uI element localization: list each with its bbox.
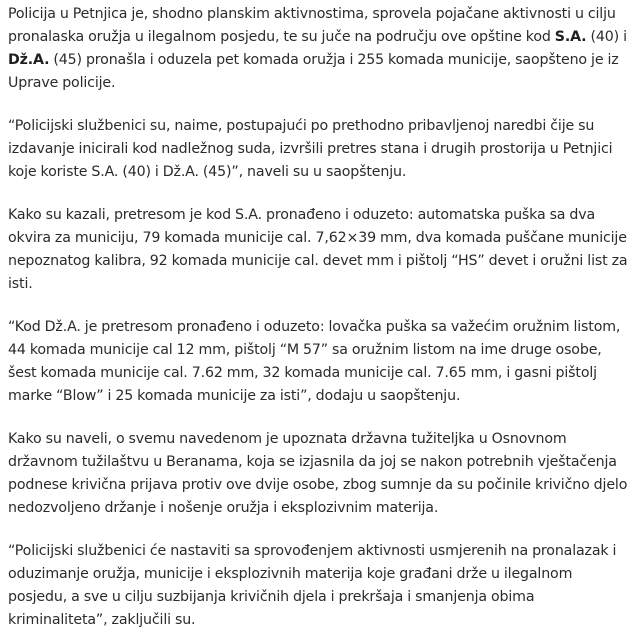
suspect-initials-sa: S.A. — [554, 29, 587, 45]
paragraph-sa-findings: Kako su kazali, pretresom je kod S.A. pronađeno i oduzeto: automatska puška sa dva okvira za municiju, 79 komada municije cal. 7,62×39 mm, dva komada puščane municije nepoznatog kalibra, 92 komada municije cal. devet mm i pištolj “HS” devet i oružni list za isti. — [8, 207, 628, 292]
suspect-initials-dza: Dž.A. — [8, 52, 50, 68]
paragraph-prosecutor: Kako su naveli, o svemu navedenom je upoznata državna tužiteljka u Osnovnom državnom tužilaštvu u Beranama, koja se izjasnila da joj se nakon potrebnih vještačenja podnese krivična prijava protiv ove dvije osobe, zbog sumnje da su počinile krivično djelo nedozvoljeno držanje i nošenje oružja i eksplozivnim materija. — [8, 431, 628, 516]
intro-text-start: Policija u Petnjica je, shodno planskim aktivnostima, sprovela pojačane aktivnosti u cilju pronalaska oružja u ilegalnom posjedu, te su juče na području ove opštine kod — [8, 6, 616, 45]
intro-text-middle: (40) i — [586, 29, 627, 45]
paragraph-intro — [8, 3, 634, 95]
intro-text-end: (45) pronašla i oduzela pet komada oružja i 255 komada municije, saopšteno je iz Uprave policije. — [8, 52, 619, 91]
paragraph-quote-search: “Policijski službenici su, naime, postupajući po prethodno pribavljenoj naredbi čije su izdavanje inicirali kod nadležnog suda, izvršili pretres stana i drugih prostorija u Petnjici koje koriste S.A. (40) i Dž.A. (45)”, naveli su u saopštenju. — [8, 118, 613, 180]
paragraph-closing-quote: “Policijski službenici će nastaviti sa sprovođenjem aktivnosti usmjerenih na pronalazak i oduzimanje oružja, municije i eksplozivnih materija koje građani drže u ilegalnom posjedu, a sve u cilju suzbijanja krivičnih djela i prekršaja i smanjenja obima kriminaliteta”, zaključili su. — [8, 543, 617, 628]
paragraph-dza-findings: “Kod Dž.A. je pretresom pronađeno i oduzeto: lovačka puška sa važećim oružnim listom, 44 komada municije cal 12 mm, pištolj “M 57” sa oružnim listom na ime druge osobe, šest komada municije cal. 7.62 mm, 32 komada municije cal. 7.65 mm, i gasni pištolj marke “Blow” i 25 komada municije za isti”, dodaju u saopštenju. — [8, 319, 621, 404]
